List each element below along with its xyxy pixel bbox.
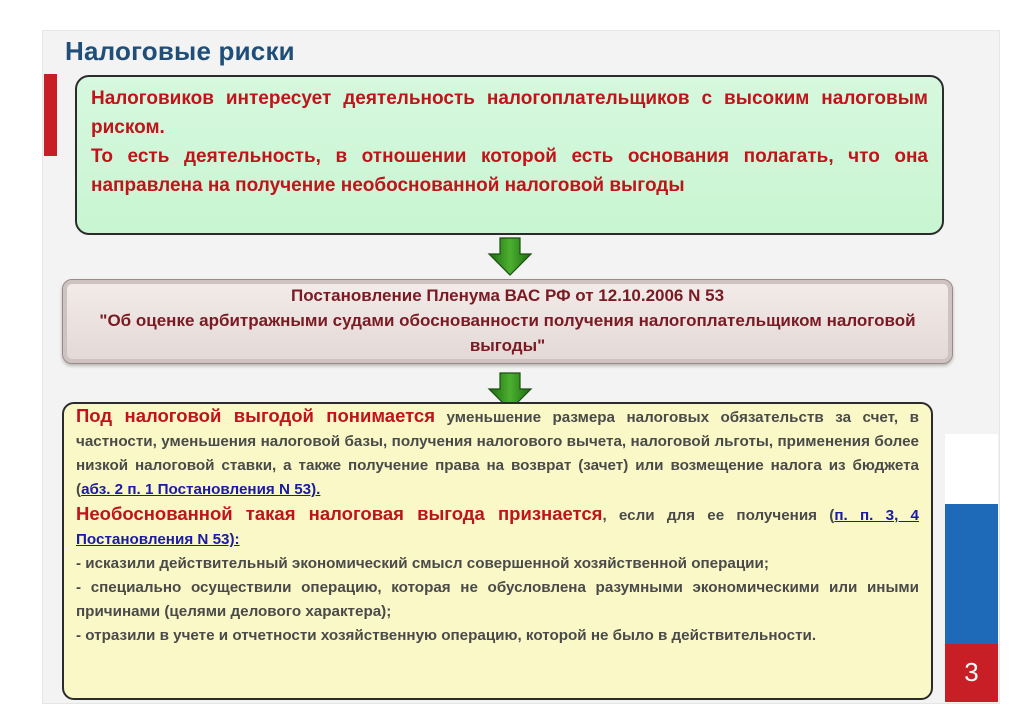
definition-paragraph (76, 404, 919, 502)
definition-text: уменьшение размера налоговых обязательств за счет, в частности, уменьшения налоговой базы, получения налогового вычета, налоговой льготы, применения более низкой налоговой ставки, а также получение права на возврат (зачет) или возмещение налога из бюджета ( (76, 409, 919, 498)
right-flag-white (945, 434, 998, 504)
down-arrow-icon (487, 237, 533, 277)
regulation-box (62, 279, 953, 364)
page-number: 3 (964, 657, 979, 687)
condition-item-1: - исказили действительный экономический смысл совершенной хозяйственной операции; (76, 555, 769, 572)
intro-line-2: То есть деятельность, в отношении которой есть основания полагать, что она направлена на получение необоснованной налоговой выгоды (91, 146, 928, 196)
condition-item-3: - отразили в учете и отчетности хозяйственную операцию, которой не было в действительности. (76, 627, 817, 644)
left-accent-bar (44, 74, 57, 156)
definition-lead: Под налоговой выгодой понимается (76, 405, 436, 426)
condition-item-2: - специально осуществили операцию, которая не обусловлена разумными экономическими или иными причинами (целями делового характера); (76, 579, 919, 620)
unjustified-paragraph (76, 502, 919, 552)
unjustified-text: , если для ее получения ( (602, 507, 835, 524)
unjustified-link[interactable]: п. п. 3, 4 Постановления N 53): (76, 507, 919, 548)
definition-box (62, 402, 933, 700)
intro-box (75, 75, 944, 235)
page-title: Налоговые риски (65, 36, 295, 66)
unjustified-lead: Необоснованной такая налоговая выгода признается (76, 503, 603, 524)
regulation-name: "Об оценке арбитражными судами обоснованности получения налогоплательщиком налоговой выгоды" (99, 311, 916, 355)
regulation-title: Постановление Пленума ВАС РФ от 12.10.2006 N 53 (290, 286, 725, 305)
right-flag-blue (945, 504, 998, 644)
intro-line-1: Налоговиков интересует деятельность налогоплательщиков с высоким налоговым риском. (91, 88, 928, 138)
definition-link[interactable]: абз. 2 п. 1 Постановления N 53). (81, 481, 321, 498)
